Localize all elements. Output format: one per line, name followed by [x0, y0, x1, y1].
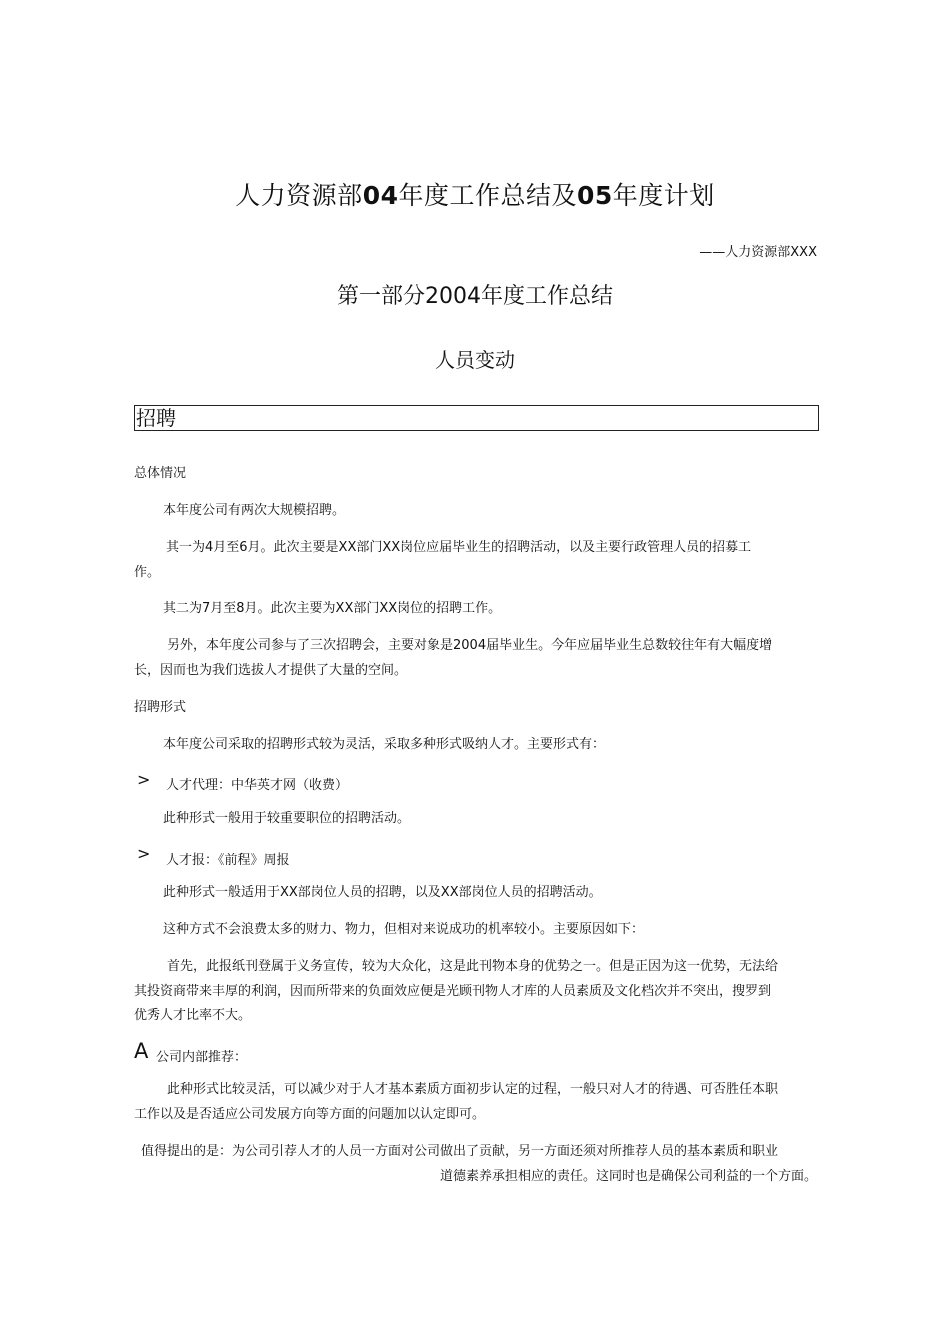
- title-part-1: 人力资源部: [235, 181, 363, 210]
- form-item-3: 公司内部推荐：: [156, 1050, 248, 1065]
- part-title: 第一部分2004年度工作总结: [337, 284, 613, 309]
- form-item-2: 人才报：《前程》周报: [166, 853, 290, 868]
- section-title: 人员变动: [435, 348, 515, 372]
- form-item-3-line-1: 此种形式比较灵活，可以减少对于人才基本素质方面初步认定的过程，一般只对人才的待遇、可否胜任本职: [167, 1082, 779, 1097]
- overview-heading: 总体情况: [134, 466, 187, 481]
- document-title: [0, 176, 950, 212]
- author-byline: ——人力资源部XXX: [699, 245, 817, 260]
- form-item-1: 人才代理：中华英才网（收费）: [166, 778, 349, 793]
- overview-paragraph-1: 本年度公司有两次大规模招聘。: [163, 503, 346, 518]
- title-part-2: 年度工作总结及: [398, 181, 577, 210]
- overview-paragraph-3: 其二为7月至8月。此次主要为XX部门XX岗位的招聘工作。: [163, 601, 502, 616]
- overview-paragraph-4-line-2: 长，因而也为我们选拔人才提供了大量的空间。: [134, 663, 408, 678]
- title-part-3: 年度计划: [612, 181, 715, 210]
- overview-paragraph-2-line-2: 作。: [134, 565, 161, 580]
- form-item-3-line-2: 工作以及是否适应公司发展方向等方面的问题加以认定即可。: [134, 1107, 486, 1122]
- reason-line-1: 首先，此报纸刊登属于义务宣传，较为大众化，这是此刊物本身的优势之一。但是正因为这一优势，无法给: [167, 959, 779, 974]
- note-line-1: 值得提出的是：为公司引荐人才的人员一方面对公司做出了贡献，另一方面还须对所推荐人员的基本素质和职业: [141, 1144, 779, 1159]
- boxed-heading-recruitment: 招聘: [134, 405, 819, 431]
- list-marker-a: A: [134, 1039, 149, 1063]
- forms-intro: 本年度公司采取的招聘形式较为灵活，采取多种形式吸纳人才。主要形式有：: [163, 737, 606, 752]
- reason-line-2: 其投资商带来丰厚的利润，因而所带来的负面效应便是光顾刊物人才库的人员素质及文化档次并不突出，搜罗到: [134, 984, 772, 999]
- form-item-2-description: 此种形式一般适用于XX部岗位人员的招聘，以及XX部岗位人员的招聘活动。: [163, 885, 602, 900]
- forms-heading: 招聘形式: [134, 700, 187, 715]
- bullet-arrow-icon: >: [137, 844, 151, 863]
- form-item-2-note: 这种方式不会浪费太多的财力、物力，但相对来说成功的机率较小。主要原因如下：: [163, 922, 645, 937]
- overview-paragraph-4-line-1: 另外，本年度公司参与了三次招聘会，主要对象是2004届毕业生。今年应届毕业生总数较往年有大幅度增: [167, 638, 773, 653]
- title-year-1: 04: [362, 181, 399, 210]
- reason-line-3: 优秀人才比率不大。: [134, 1008, 252, 1023]
- bullet-arrow-icon: >: [137, 770, 151, 789]
- form-item-1-description: 此种形式一般用于较重要职位的招聘活动。: [163, 811, 411, 826]
- title-year-2: 05: [577, 181, 613, 210]
- overview-paragraph-2-line-1: 其一为4月至6月。此次主要是XX部门XX岗位应届毕业生的招聘活动，以及主要行政管理人员的招募工: [166, 540, 752, 555]
- note-line-2: 道德素养承担相应的责任。这同时也是确保公司利益的一个方面。: [439, 1169, 817, 1184]
